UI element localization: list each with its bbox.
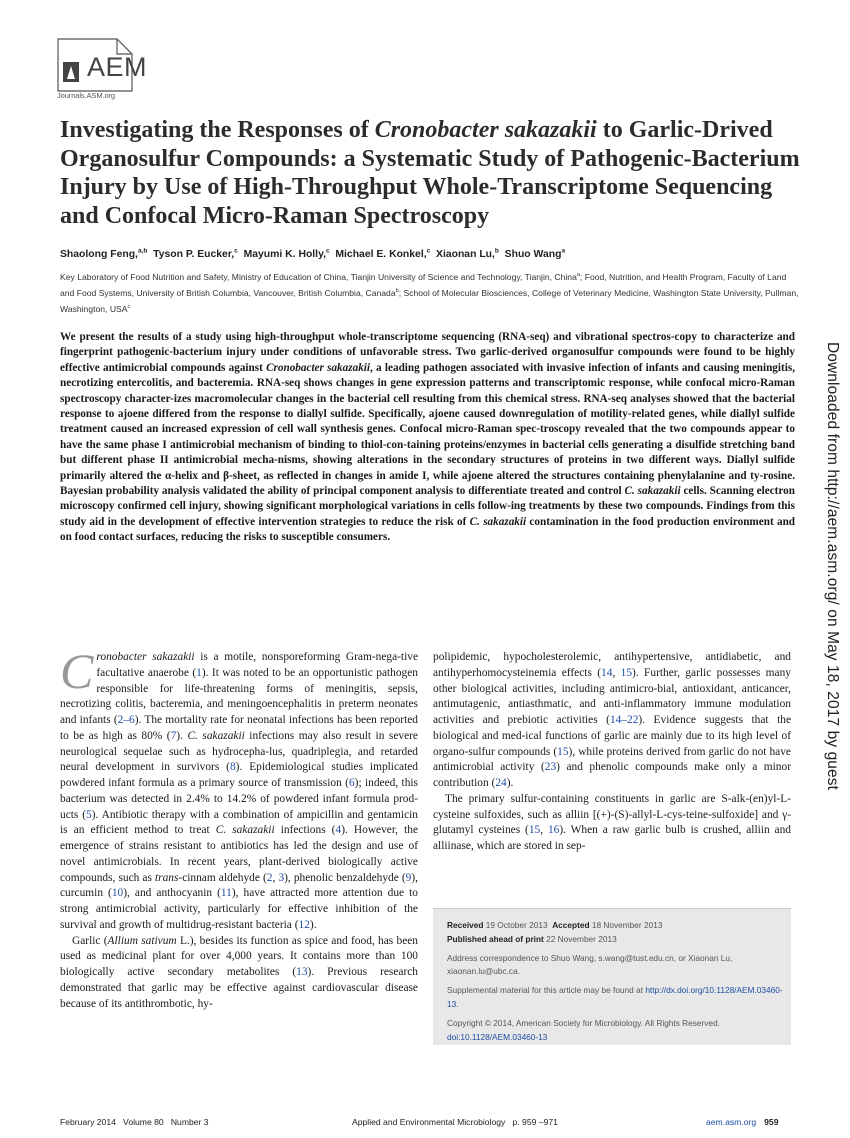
body-paragraph: The primary sulfur-containing constituents in garlic are S-alk-(en)yl-L-cysteine sulfoxides, such as alliin [(+)-(S)-allyl-L-cys-teine-sulfoxide] and γ-glutamyl cysteines (15, 16). When a raw garlic bulb is crushed, alliin and alliinase, which are stored in sep-	[433, 792, 791, 852]
download-notice[interactable]: Downloaded from http://aem.asm.org/ on May 18, 2017 by guest	[824, 342, 841, 790]
author: Xiaonan Lu,$^b$	[436, 248, 499, 261]
logo-text: AEM	[87, 52, 148, 82]
citation-link[interactable]: 15	[528, 824, 541, 837]
citation-link[interactable]: 8	[229, 761, 236, 774]
affiliations: Key Laboratory of Food Nutrition and Safety, Ministry of Education of China, Tianjin University of Science and Technology, Tianjin, China$^a$; Food, Nutrition, and Health Program, Faculty of Land and Food Systems, University of British Columbia, Vancouver, British Columbia, Canada$^b$; School of Molecular Biosciences, College of Veterinary Medicine, Washington State University, Pullman, Washington, USA$^c$	[60, 271, 799, 314]
copyright: Copyright © 2014, American Society for Microbiology. All Rights Reserved.	[447, 1017, 720, 1028]
author: Tyson P. Eucker,$^c$	[153, 248, 238, 261]
citation-link[interactable]: 14–22	[609, 714, 639, 726]
citation-link[interactable]: 3	[278, 871, 285, 884]
citation-link[interactable]: 2–6	[117, 714, 135, 726]
author: Shaolong Feng,$^{a,b}$	[60, 248, 148, 261]
citation-link[interactable]: 10	[111, 887, 124, 900]
journal-site-link[interactable]: aem.asm.org	[706, 1117, 757, 1127]
citation-link[interactable]: 5	[86, 808, 92, 821]
body-column-right	[433, 650, 791, 855]
footer-issue: February 2014 Volume 80 Number 3	[60, 1117, 209, 1127]
received-dates: Received 19 October 2013 Accepted 18 November 2013	[447, 920, 663, 930]
footer-right	[706, 1117, 779, 1127]
citation-link[interactable]: 9	[405, 871, 412, 884]
citation-link[interactable]: 24	[495, 777, 507, 789]
journal-logo	[57, 38, 148, 100]
author: Michael E. Konkel,$^c$	[335, 248, 431, 261]
citation-link[interactable]: 7	[170, 729, 177, 742]
body-column-left	[60, 643, 419, 1012]
supplemental-link[interactable]: http://dx.doi.org/10.1128/AEM.03460-13	[447, 985, 783, 1009]
published-date: Published ahead of print 22 November 2013	[447, 933, 617, 944]
author-list	[60, 248, 800, 260]
abstract: We present the results of a study using high-throughput whole-transcriptome sequencing (RNA-seq) and vibrational spectros-copy to characterize and fingerprint pathogenic-bacterium injury under conditions of unfavorable stress. Two garlic-derived organosulfur compounds were found to be highly effective antimicrobial compounds against Cronobacter sakazakii, a leading pathogen associated with invasive infection of infants and causing meningitis, necrotizing entercolitis, and bacteremia. RNA-seq shows changes in gene expression patterns and transcriptomic response, while confocal micro-Raman spectroscopy character-izes macromolecular changes in the bacterial cell resulting from this chemical stress. RNA-seq analyses showed that the bacterial response to ajoene differed from the response to diallyl sulfide. Specifically, ajoene caused downregulation of motility-related genes, while diallyl sulfide treatment caused an increased expression of cell wall synthesis genes. Confocal micro-Raman spec-troscopy revealed that the two compounds appear to have the same phase I antimicrobial mechanism of binding to thiol-con-taining proteins/enzymes in bacterial cells generating a disulfide stretching band but different phase II antimicrobial mecha-nisms, showing alterations in the secondary structures of proteins in two different ways. Diallyl sulfide primarily altered the α-helix and β-sheet, as reflected in changes in amide I, while ajoene altered the structures containing phenylalanine and ty-rosine. Bayesian probability analysis validated the ability of principal component analysis to differentiate treated and control C. sakazakii cells. Scanning electron microscopy confirmed cell injury, showing significant morphological variations in cells follow-ing treatments by these two compounds. Findings from this study aid in the development of effective intervention strategies to reduce the risk of C. sakazakii contamination in the food production environment and on food contact surfaces, reducing the risks to susceptible consumers.	[60, 331, 796, 544]
body-paragraph: Cronobacter sakazakii is a motile, nonsporeforming Gram-nega-tive facultative anaerobe (1). It was noted to be an opportunistic pathogen responsible for life-threatening forms of meningitis, sepsis, necrotizing colitis, bacteremia, and meningoencephalitis in preterm neonates and infants (2–6). The mortality rate for neonatal infections has been reported to be as high as 80% (7). C. sakazakii infections may also result in severe neurological sequelae such as hydrocepha-lus, quadriplegia, and retarded neural development in survivors (8). Epidemiological studies implicated powdered infant formula as a primary source of transmission (6); indeed, this bacterium was detected in 2.4% to 14.2% of powdered infant formula prod-ucts (5). Antibiotic therapy with a combination of ampicillin and gentamicin is an efficient method to treat C. sakazakii infections (4). However, the emergence of strains resistant to antibiotics has led the design and use of novel antimicrobials. In recent years, plant-derived biologically active compounds, such as trans-cinnam aldehyde (2, 3), phenolic benzaldehyde (9), curcumin (10), and anthocyanin (11), have attracted more attention due to strong antimicrobial activity, particularly for effective inhibition of the survival and growth of multidrug-resistant bacteria (12).	[60, 643, 419, 931]
citation-link[interactable]: 1	[196, 666, 202, 679]
citation-link[interactable]: 2	[266, 871, 273, 884]
citation-link[interactable]: 15	[620, 666, 633, 679]
citation-link[interactable]: 23	[544, 761, 557, 774]
citation-link[interactable]: 13	[296, 966, 308, 978]
citation-link[interactable]: 16	[547, 824, 560, 837]
drop-cap: C	[60, 643, 94, 699]
page-number: 959	[764, 1117, 779, 1127]
article-title: Investigating the Responses of Cronobacter sakazakii to Garlic-Drived Organosulfur Compounds: a Systematic Study of Pathogenic-Bacterium Injury by Use of High-Throughput Whole-Transcriptome Sequencing and Confocal Micro-Raman Spectroscopy	[60, 117, 800, 229]
citation-link[interactable]: 12	[298, 918, 310, 931]
citation-link[interactable]: 6	[348, 777, 355, 789]
citation-link[interactable]: 11	[220, 887, 232, 900]
footer-journal: Applied and Environmental Microbiology p. 959 –971	[352, 1117, 558, 1127]
supplemental-note: Supplemental material for this article may be found at http://dx.doi.org/10.1128/AEM.03460-13.	[447, 985, 783, 1009]
article-info-box	[433, 908, 791, 1045]
body-paragraph: Garlic (Allium sativum L.), besides its function as spice and food, has been used as medicinal plant for over 4,000 years. It contains more than 100 biologically active secondary metabolites (13). Previous research demonstrated that garlic may be effective against cardiovascular disease because of its antithrombotic, hy-	[60, 934, 418, 1010]
citation-link[interactable]: 15	[557, 745, 569, 758]
logo-url[interactable]: Journals.ASM.org	[57, 91, 116, 100]
author: Mayumi K. Holly,$^c$	[243, 248, 330, 261]
body-paragraph: polipidemic, hypocholesterolemic, antihypertensive, antidiabetic, and antihyperhomocysteinemia effects (14, 15). Further, garlic possesses many other biological activities, including antimicro-bial, antioxidant, anticancer, antimutagenic, antiasthmatic, and anti-inflammatory immune modulation activities and prebiotic activities (14–22). Evidence suggests that the biological and med-ical functions of garlic are mainly due to its high level of organo-sulfur compounds (15), while proteins derived from garlic do not have antimicrobial activity (23) and phenolic compounds make only a minor contribution (24).	[433, 651, 792, 789]
citation-link[interactable]: 14	[601, 666, 613, 679]
correspondence: Address correspondence to Shuo Wang, s.wang@tust.edu.cn, or Xiaonan Lu, xiaonan.lu@ubc.ca.	[447, 952, 733, 977]
doi-link[interactable]: doi:10.1128/AEM.03460-13	[447, 1031, 548, 1042]
author: Shuo Wang$^a$	[504, 248, 566, 261]
citation-link[interactable]: 4	[335, 824, 342, 837]
